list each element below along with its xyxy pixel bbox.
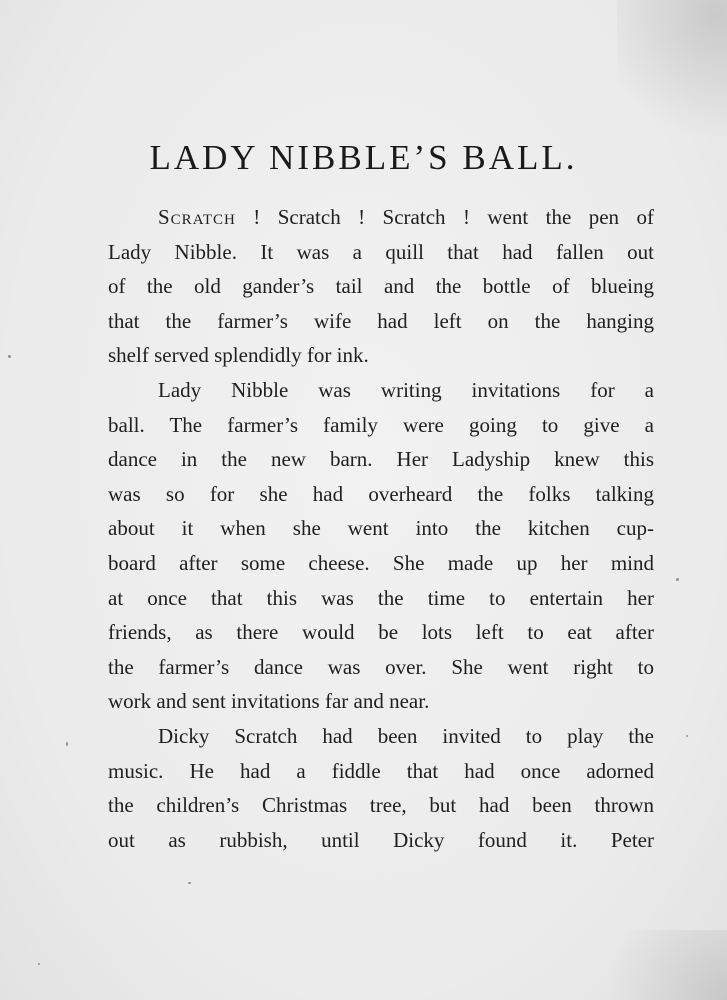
scan-speck (38, 963, 40, 965)
text-line: was so for she had overheard the folks talking (108, 481, 654, 506)
story-text (108, 200, 654, 857)
text-line: board after some cheese. She made up her mind (108, 550, 654, 575)
text-line: Lady Nibble. It was a quill that had fallen out (108, 239, 654, 264)
text-line: Lady Nibble was writing invitations for a (158, 377, 654, 402)
drop-word: Scratch (158, 205, 236, 229)
text-line: that the farmer’s wife had left on the hanging (108, 308, 654, 333)
chapter-title: LADY NIBBLE’S BALL. (149, 138, 578, 177)
text-line: friends, as there would be lots left to eat after (108, 620, 654, 645)
line-text: ! Scratch ! Scratch ! went the pen of (235, 205, 654, 229)
scan-speck (8, 355, 11, 358)
text-line: the children’s Christmas tree, but had been thrown (108, 793, 654, 818)
page-corner-stain (567, 930, 727, 1000)
text-line: work and sent invitations far and near. (108, 689, 430, 714)
text-line: Dicky Scratch had been invited to play the (158, 723, 654, 748)
scan-speck (188, 882, 191, 884)
text-line: of the old gander’s tail and the bottle of blueing (108, 274, 654, 299)
scan-speck (66, 742, 68, 746)
text-line: dance in the new barn. Her Ladyship knew this (108, 447, 654, 472)
scan-speck (686, 735, 688, 737)
text-line: ball. The farmer’s family were going to give a (108, 412, 654, 437)
text-line: shelf served splendidly for ink. (108, 343, 369, 368)
text-line: at once that this was the time to entertain her (108, 585, 654, 610)
scan-speck (676, 578, 679, 581)
page-edge-stain (617, 0, 727, 160)
text-line: about it when she went into the kitchen cup- (108, 516, 654, 541)
text-line (108, 200, 654, 235)
text-line: out as rubbish, until Dicky found it. Peter (108, 827, 654, 852)
text-line: the farmer’s dance was over. She went right to (108, 654, 654, 679)
text-line: music. He had a fiddle that had once adorned (108, 758, 654, 783)
